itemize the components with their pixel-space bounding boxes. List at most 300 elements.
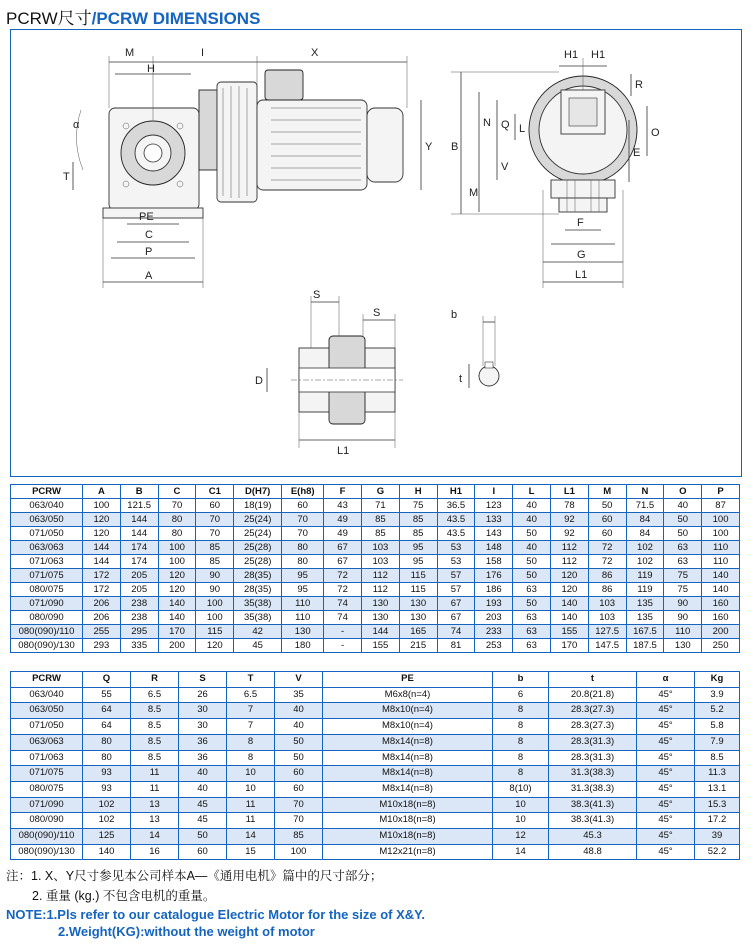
table-cell: 81: [437, 639, 475, 653]
table-cell: 71: [361, 499, 399, 513]
table-cell: 25(28): [234, 541, 282, 555]
table-cell: 238: [120, 597, 158, 611]
table-row: [11, 513, 740, 527]
table-cell: 206: [83, 597, 121, 611]
table-cell: 293: [83, 639, 121, 653]
table-cell: 40: [513, 513, 551, 527]
note-en-1: NOTE:1.Pls refer to our catalogue Electric Motor for the size of X&Y.: [6, 907, 425, 922]
table-cell: 45°: [637, 719, 695, 735]
dim-label-l1-shaft: L1: [337, 445, 350, 457]
table-cell: 8.5: [695, 750, 740, 766]
gearbox-side-view: [63, 47, 433, 288]
table-cell: 071/090: [11, 797, 83, 813]
table-cell: 144: [83, 541, 121, 555]
table-cell: 30: [179, 703, 227, 719]
table-cell: 167.5: [626, 625, 664, 639]
table-cell: 18(19): [234, 499, 282, 513]
dim-label-s-left: S: [313, 289, 321, 301]
table-cell: 140: [550, 611, 588, 625]
table-row: [11, 703, 740, 719]
table-cell: 123: [475, 499, 513, 513]
column-header: A: [83, 485, 121, 499]
table-cell: 100: [158, 541, 196, 555]
table-cell: 155: [361, 639, 399, 653]
table-cell: 60: [588, 513, 626, 527]
table-cell: 28.3(27.3): [549, 719, 637, 735]
table-cell: 45°: [637, 766, 695, 782]
table-cell: 120: [550, 569, 588, 583]
table-cell: 28.3(31.3): [549, 734, 637, 750]
table-cell: 45°: [637, 797, 695, 813]
table-cell: 3.9: [695, 687, 740, 703]
table-cell: 45°: [637, 703, 695, 719]
table-cell: 140: [158, 611, 196, 625]
title-en: PCRW DIMENSIONS: [96, 9, 261, 28]
table-cell: 72: [324, 569, 362, 583]
drawing-svg: [11, 30, 741, 476]
table-cell: 14: [227, 829, 275, 845]
table-cell: 140: [702, 583, 740, 597]
table-cell: 67: [437, 597, 475, 611]
gearbox-front-view: [451, 49, 660, 288]
table-cell: 63: [513, 625, 551, 639]
table-cell: 31.3(38.3): [549, 766, 637, 782]
table-cell: 67: [437, 611, 475, 625]
table-cell: 112: [361, 569, 399, 583]
technical-drawing: [10, 29, 742, 477]
column-header: T: [227, 672, 275, 688]
table-cell: 295: [120, 625, 158, 639]
table-cell: 45°: [637, 844, 695, 860]
table-cell: 45: [179, 813, 227, 829]
table-cell: 063/050: [11, 703, 83, 719]
column-header: O: [664, 485, 702, 499]
table-cell: 40: [513, 499, 551, 513]
table-cell: M10x18(n=8): [323, 829, 493, 845]
table-row: [11, 527, 740, 541]
table-cell: 55: [83, 687, 131, 703]
table-row: [11, 750, 740, 766]
table-cell: 135: [626, 597, 664, 611]
table-cell: 200: [158, 639, 196, 653]
table-row: [11, 569, 740, 583]
column-header: H: [399, 485, 437, 499]
table-cell: 110: [702, 541, 740, 555]
title-cn: PCRW尺寸: [6, 9, 92, 28]
table-cell: 86: [588, 583, 626, 597]
table-cell: M8x14(n=8): [323, 766, 493, 782]
table-cell: 40: [179, 781, 227, 797]
table-cell: 11: [227, 813, 275, 829]
table-cell: 100: [196, 597, 234, 611]
shaft-weight-table-header: [11, 672, 740, 688]
table-cell: 52.2: [695, 844, 740, 860]
table-cell: 170: [158, 625, 196, 639]
note-cn-2: 2. 重量 (kg.) 不包含电机的重量。: [32, 889, 216, 903]
table-cell: 40: [664, 499, 702, 513]
table-cell: 110: [702, 555, 740, 569]
table-cell: 11: [131, 766, 179, 782]
table-cell: 080(090)/130: [11, 639, 83, 653]
hollow-shaft-detail: [255, 289, 403, 457]
dim-label-c: C: [145, 229, 153, 241]
table-cell: 063/040: [11, 687, 83, 703]
table-cell: 50: [588, 499, 626, 513]
table-cell: 28.3(31.3): [549, 750, 637, 766]
table-cell: 140: [550, 597, 588, 611]
table-cell: 70: [275, 797, 323, 813]
column-header: C1: [196, 485, 234, 499]
table-cell: 74: [324, 611, 362, 625]
table-cell: 31.3(38.3): [549, 781, 637, 797]
table-cell: 45: [234, 639, 282, 653]
table-cell: 92: [550, 527, 588, 541]
table-cell: 080/090: [11, 611, 83, 625]
table-cell: 133: [475, 513, 513, 527]
table-cell: 8: [493, 703, 549, 719]
table-cell: 205: [120, 569, 158, 583]
table-cell: 35: [275, 687, 323, 703]
table-cell: 8.5: [131, 703, 179, 719]
table-row: [11, 611, 740, 625]
table-cell: 160: [702, 611, 740, 625]
table-cell: M8x14(n=8): [323, 750, 493, 766]
table-cell: 50: [513, 527, 551, 541]
table-cell: 90: [196, 583, 234, 597]
table-cell: 74: [437, 625, 475, 639]
table-cell: 100: [196, 611, 234, 625]
table-cell: 140: [702, 569, 740, 583]
table-cell: 57: [437, 569, 475, 583]
table-cell: 130: [664, 639, 702, 653]
table-cell: 87: [702, 499, 740, 513]
dim-label-pe: PE: [139, 211, 154, 223]
dim-label-v: V: [501, 161, 509, 173]
dim-label-s-right: S: [373, 307, 381, 319]
table-cell: 50: [664, 527, 702, 541]
table-cell: 8: [493, 750, 549, 766]
table-cell: 121.5: [120, 499, 158, 513]
table-cell: 120: [196, 639, 234, 653]
table-cell: 063/063: [11, 541, 83, 555]
table-cell: 20.8(21.8): [549, 687, 637, 703]
notes-english: [6, 906, 425, 940]
table-cell: 28(35): [234, 583, 282, 597]
table-cell: 49: [324, 513, 362, 527]
table-cell: 25(28): [234, 555, 282, 569]
table-cell: 250: [702, 639, 740, 653]
table-cell: 5.8: [695, 719, 740, 735]
table-cell: 174: [120, 555, 158, 569]
table-cell: 43.5: [437, 513, 475, 527]
table-cell: 90: [664, 597, 702, 611]
dim-label-b: B: [451, 141, 459, 153]
dim-label-x: X: [311, 47, 319, 59]
table-row: [11, 583, 740, 597]
table-cell: 172: [83, 583, 121, 597]
table-cell: 84: [626, 513, 664, 527]
table-cell: 102: [83, 797, 131, 813]
table-cell: 6.5: [227, 687, 275, 703]
column-header: B: [120, 485, 158, 499]
table-cell: 13: [131, 797, 179, 813]
table-cell: 45°: [637, 750, 695, 766]
table-cell: 080/090: [11, 813, 83, 829]
table-cell: 206: [83, 611, 121, 625]
table-cell: 72: [588, 555, 626, 569]
table-cell: 170: [550, 639, 588, 653]
table-cell: 5.2: [695, 703, 740, 719]
column-header: G: [361, 485, 399, 499]
table-cell: 93: [83, 766, 131, 782]
table-cell: 174: [120, 541, 158, 555]
table-cell: 50: [179, 829, 227, 845]
table-cell: 12: [493, 829, 549, 845]
table-cell: 8: [493, 766, 549, 782]
table-cell: 75: [664, 583, 702, 597]
table-cell: 67: [324, 541, 362, 555]
column-header: PE: [323, 672, 493, 688]
table-cell: 8: [227, 750, 275, 766]
table-cell: 100: [158, 555, 196, 569]
dim-label-p: P: [145, 246, 153, 258]
table-cell: 15: [227, 844, 275, 860]
table-cell: 130: [282, 625, 324, 639]
table-cell: 14: [131, 829, 179, 845]
table-cell: 63: [664, 555, 702, 569]
table-cell: 42: [234, 625, 282, 639]
table-cell: 25(24): [234, 527, 282, 541]
table-cell: 60: [275, 766, 323, 782]
table-cell: 85: [196, 541, 234, 555]
table-cell: 13.1: [695, 781, 740, 797]
table-cell: 67: [324, 555, 362, 569]
table-cell: 7: [227, 703, 275, 719]
table-cell: 215: [399, 639, 437, 653]
table-cell: 92: [550, 513, 588, 527]
table-cell: 49: [324, 527, 362, 541]
table-cell: 36: [179, 750, 227, 766]
dim-label-d: D: [255, 375, 263, 387]
table-row: [11, 499, 740, 513]
table-cell: 14: [493, 844, 549, 860]
table-cell: 90: [196, 569, 234, 583]
table-cell: 147.5: [588, 639, 626, 653]
table-cell: 45°: [637, 687, 695, 703]
table-cell: 112: [550, 541, 588, 555]
dim-label-q: Q: [501, 119, 510, 131]
table-cell: 144: [120, 527, 158, 541]
table-cell: 86: [588, 569, 626, 583]
table-cell: 45°: [637, 734, 695, 750]
dimensions-table-header: [11, 485, 740, 499]
table-cell: 102: [626, 555, 664, 569]
table-cell: 45°: [637, 813, 695, 829]
table-cell: 140: [83, 844, 131, 860]
table-cell: 36: [179, 734, 227, 750]
column-header: E(h8): [282, 485, 324, 499]
table-cell: 103: [361, 555, 399, 569]
title-sep: /: [91, 9, 97, 28]
table-cell: 6: [493, 687, 549, 703]
column-header: P: [702, 485, 740, 499]
table-cell: 85: [399, 513, 437, 527]
table-cell: 080(090)/110: [11, 625, 83, 639]
table-cell: 45.3: [549, 829, 637, 845]
column-header: D(H7): [234, 485, 282, 499]
table-cell: 35(38): [234, 597, 282, 611]
table-cell: 85: [361, 513, 399, 527]
table-cell: 10: [493, 813, 549, 829]
table-row: [11, 541, 740, 555]
table-cell: 335: [120, 639, 158, 653]
table-cell: 71.5: [626, 499, 664, 513]
table-cell: 45°: [637, 781, 695, 797]
note-cn-1: 注：1. X、Y尺寸参见本公司样本A—《通用电机》篇中的尺寸部分；: [6, 869, 383, 883]
table-cell: 120: [83, 527, 121, 541]
table-cell: 8(10): [493, 781, 549, 797]
table-cell: M10x18(n=8): [323, 813, 493, 829]
table-row: [11, 766, 740, 782]
page-title: [6, 4, 260, 29]
table-cell: 180: [282, 639, 324, 653]
table-cell: 8.5: [131, 734, 179, 750]
table-cell: 112: [361, 583, 399, 597]
column-header: t: [549, 672, 637, 688]
column-header: M: [588, 485, 626, 499]
table-cell: 071/075: [11, 569, 83, 583]
table-row: [11, 625, 740, 639]
table-cell: 100: [702, 513, 740, 527]
table-cell: 36.5: [437, 499, 475, 513]
table-cell: 071/063: [11, 750, 83, 766]
table-row: [11, 555, 740, 569]
dim-label-r: R: [635, 79, 643, 91]
table-cell: 60: [282, 499, 324, 513]
table-cell: 40: [275, 703, 323, 719]
table-cell: 60: [179, 844, 227, 860]
table-cell: 95: [399, 555, 437, 569]
table-row: [11, 719, 740, 735]
table-cell: 130: [399, 611, 437, 625]
table-cell: 238: [120, 611, 158, 625]
table-cell: M8x14(n=8): [323, 781, 493, 797]
table-cell: 7: [227, 719, 275, 735]
column-header: R: [131, 672, 179, 688]
table-cell: 15.3: [695, 797, 740, 813]
table-cell: 70: [158, 499, 196, 513]
table-cell: -: [324, 625, 362, 639]
table-cell: 57: [437, 583, 475, 597]
table-cell: 144: [120, 513, 158, 527]
table-cell: 176: [475, 569, 513, 583]
column-header: H1: [437, 485, 475, 499]
table-cell: 158: [475, 555, 513, 569]
table-cell: 8.5: [131, 750, 179, 766]
dim-label-g: G: [577, 249, 586, 261]
table-cell: 140: [158, 597, 196, 611]
table-cell: 45°: [637, 829, 695, 845]
table-cell: 80: [282, 555, 324, 569]
table-cell: 103: [588, 597, 626, 611]
dimensions-table: [10, 484, 740, 653]
note-en-2: 2.Weight(KG):without the weight of motor: [58, 924, 315, 939]
table-cell: 100: [83, 499, 121, 513]
table-cell: 50: [275, 734, 323, 750]
table-cell: 75: [399, 499, 437, 513]
table-cell: 50: [513, 597, 551, 611]
table-cell: 063/050: [11, 513, 83, 527]
table-cell: 253: [475, 639, 513, 653]
column-header: Kg: [695, 672, 740, 688]
table-cell: 155: [550, 625, 588, 639]
dim-label-h1-left: H1: [564, 49, 579, 61]
table-cell: 40: [513, 541, 551, 555]
table-cell: 255: [83, 625, 121, 639]
table-cell: 72: [588, 541, 626, 555]
column-header: V: [275, 672, 323, 688]
column-header: C: [158, 485, 196, 499]
table-cell: 63: [664, 541, 702, 555]
table-cell: 10: [227, 766, 275, 782]
table-row: [11, 687, 740, 703]
column-header: PCRW: [11, 672, 83, 688]
table-cell: 6.5: [131, 687, 179, 703]
table-cell: 84: [626, 527, 664, 541]
table-cell: 071/050: [11, 527, 83, 541]
table-cell: 95: [282, 583, 324, 597]
dim-label-alpha: α: [73, 119, 80, 131]
table-cell: 39: [695, 829, 740, 845]
dim-label-f: F: [577, 217, 584, 229]
table-cell: 233: [475, 625, 513, 639]
table-cell: 165: [399, 625, 437, 639]
table-cell: 115: [399, 583, 437, 597]
table-cell: 45: [179, 797, 227, 813]
table-cell: 50: [513, 569, 551, 583]
table-cell: -: [324, 639, 362, 653]
table-cell: 80: [83, 750, 131, 766]
table-cell: 30: [179, 719, 227, 735]
table-cell: 53: [437, 541, 475, 555]
dim-label-y: Y: [425, 141, 433, 153]
table-cell: 70: [282, 513, 324, 527]
table-cell: 28(35): [234, 569, 282, 583]
table-cell: 080/075: [11, 583, 83, 597]
dim-label-l1: L1: [575, 269, 588, 281]
table-cell: 080/075: [11, 781, 83, 797]
table-row: [11, 813, 740, 829]
dim-label-a: A: [145, 270, 153, 282]
column-header: I: [475, 485, 513, 499]
column-header: α: [637, 672, 695, 688]
table-cell: 60: [588, 527, 626, 541]
table-cell: 63: [513, 583, 551, 597]
table-cell: 85: [196, 555, 234, 569]
shaft-weight-table-body: [11, 687, 740, 860]
table-cell: M8x10(n=4): [323, 703, 493, 719]
table-cell: 90: [664, 611, 702, 625]
table-cell: 43.5: [437, 527, 475, 541]
column-header: PCRW: [11, 485, 83, 499]
table-cell: 85: [275, 829, 323, 845]
table-cell: 38.3(41.3): [549, 813, 637, 829]
table-cell: 25(24): [234, 513, 282, 527]
table-cell: 10: [227, 781, 275, 797]
table-cell: 8.5: [131, 719, 179, 735]
table-cell: 148: [475, 541, 513, 555]
table-cell: 17.2: [695, 813, 740, 829]
